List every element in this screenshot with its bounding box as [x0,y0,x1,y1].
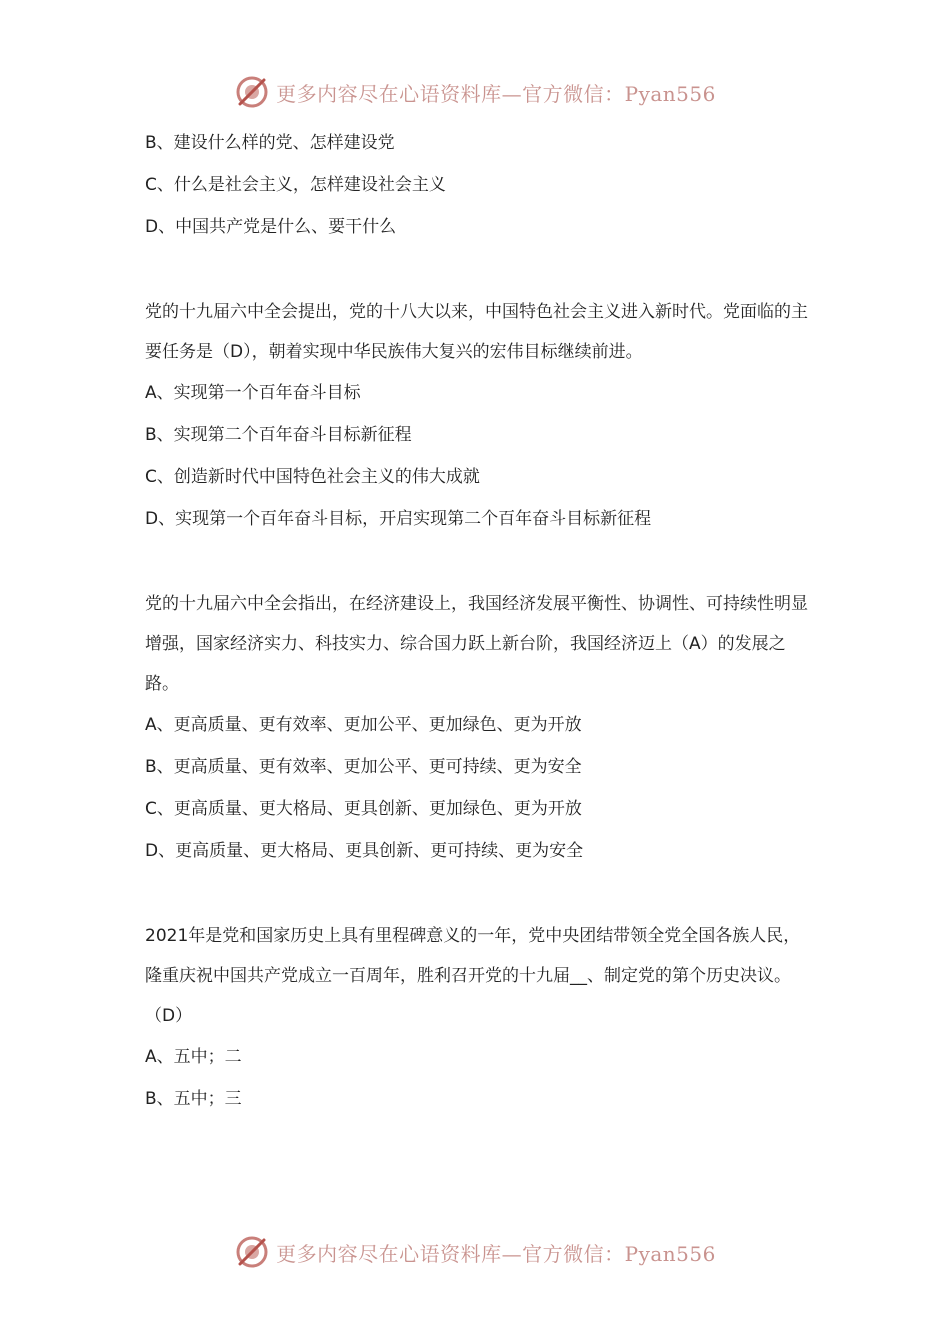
option-c: C、创造新时代中国特色社会主义的伟大成就 [145,467,480,487]
option-a: A、实现第一个百年奋斗目标 [145,383,361,403]
logo-icon [234,1234,270,1270]
watermark-banner-bottom [0,1232,950,1272]
option-a: A、五中；二 [145,1047,242,1067]
option-b: B、建设什么样的党、怎样建设党 [145,133,395,153]
question-stem: 党的十九届六中全会提出，党的十八大以来，中国特色社会主义进入新时代。党面临的主要任务是（D），朝着实现中华民族伟大复兴的宏伟目标继续前进。 [145,302,808,362]
question-stem: 党的十九届六中全会指出，在经济建设上，我国经济发展平衡性、协调性、可持续性明显增强，国家经济实力、科技实力、综合国力跃上新台阶，我国经济迈上（A）的发展之路。 [145,594,808,694]
watermark-banner-top [0,72,950,112]
option-c: C、什么是社会主义，怎样建设社会主义 [145,175,446,195]
option-d: D、更高质量、更大格局、更具创新、更可持续、更为安全 [145,841,584,861]
option-b: B、五中；三 [145,1089,242,1109]
option-d: D、中国共产党是什么、要干什么 [145,217,397,237]
option-d: D、实现第一个百年奋斗目标，开启实现第二个百年奋斗目标新征程 [145,509,652,529]
question-fragment-options [145,122,815,248]
option-b: B、更高质量、更有效率、更加公平、更可持续、更为安全 [145,757,582,777]
option-c: C、更高质量、更大格局、更具创新、更加绿色、更为开放 [145,799,582,819]
question-block [145,292,815,540]
question-block [145,916,815,1120]
watermark-text: 更多内容尽在心语资料库—官方微信：Pyan556 [276,81,716,106]
question-stem: 2021年是党和国家历史上具有里程碑意义的一年，党中央团结带领全党全国各族人民，隆重庆祝中国共产党成立一百周年，胜利召开党的十九届__、制定党的第个历史决议。（D） [145,926,801,1026]
logo-icon [234,74,270,110]
document-body [145,122,815,1120]
question-block [145,584,815,872]
option-a: A、更高质量、更有效率、更加公平、更加绿色、更为开放 [145,715,582,735]
option-b: B、实现第二个百年奋斗目标新征程 [145,425,412,445]
watermark-text: 更多内容尽在心语资料库—官方微信：Pyan556 [276,1241,716,1266]
